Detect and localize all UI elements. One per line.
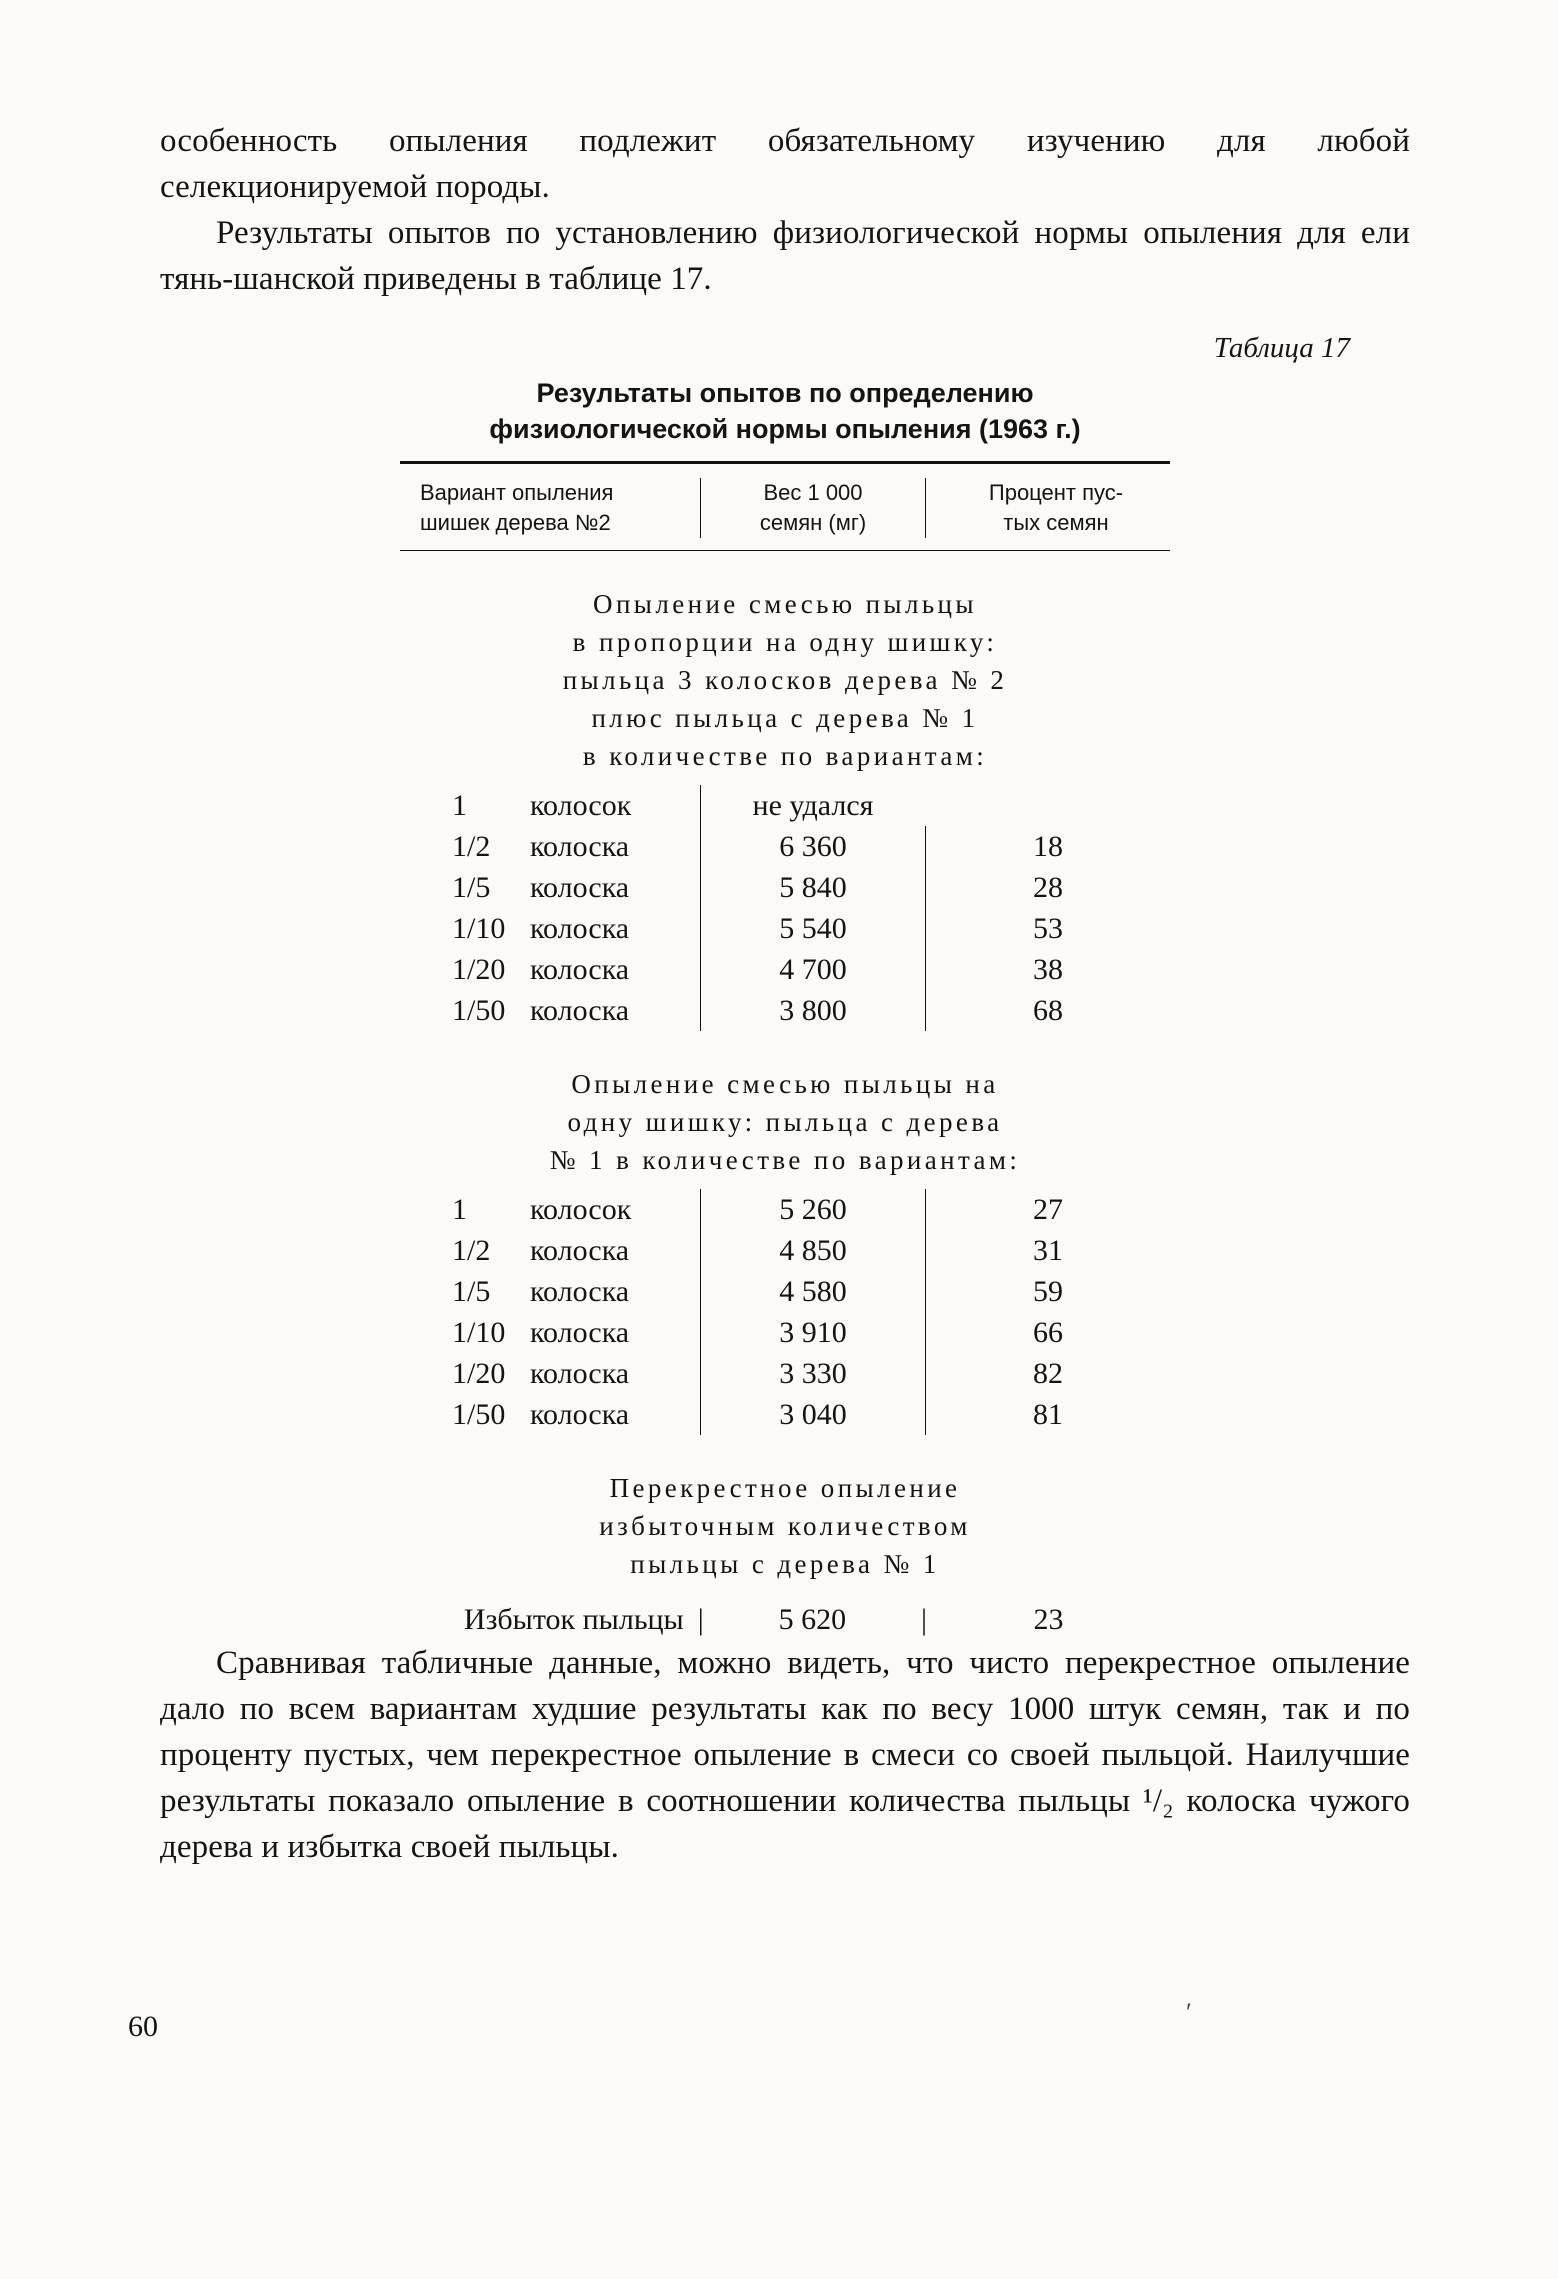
row-separator: | bbox=[697, 1603, 704, 1636]
row-weight: 5 540 bbox=[700, 908, 925, 949]
section-1-rows bbox=[400, 785, 1170, 1031]
table-row bbox=[400, 785, 1170, 826]
row-empty-percent: 66 bbox=[925, 1312, 1170, 1353]
row-label bbox=[400, 990, 700, 1031]
row-fraction: 1/50 bbox=[452, 1398, 506, 1431]
header-cell-weight bbox=[700, 478, 925, 538]
row-empty-percent: 68 bbox=[925, 990, 1170, 1031]
row-fraction: 1/20 bbox=[452, 1357, 506, 1390]
row-empty-percent: 27 bbox=[925, 1189, 1170, 1230]
header-weight-line-1: Вес 1 000 bbox=[763, 480, 863, 505]
row-separator-2: | bbox=[920, 1603, 927, 1636]
page-content bbox=[160, 118, 1410, 1870]
row-fraction: 1/50 bbox=[452, 994, 506, 1027]
row-label bbox=[400, 1353, 700, 1394]
paragraph-opening: особенность опыления подлежит обязательному изучению для любой селекционируемой породы. bbox=[160, 123, 1410, 205]
section-2-line-1: Опыление смесью пыльцы на bbox=[571, 1069, 999, 1099]
row-label: Избыток пыльцы bbox=[463, 1603, 684, 1636]
row-weight: 3 040 bbox=[700, 1394, 925, 1435]
row-label bbox=[400, 1189, 700, 1230]
table-row bbox=[400, 949, 1170, 990]
header-variant-line-2: шишек дерева №2 bbox=[420, 510, 611, 535]
table-row bbox=[400, 1353, 1170, 1394]
table-row bbox=[400, 826, 1170, 867]
table-number-label: Таблица 17 bbox=[1213, 332, 1350, 364]
row-empty-percent: 38 bbox=[925, 949, 1170, 990]
table-row bbox=[400, 990, 1170, 1031]
table-row bbox=[400, 908, 1170, 949]
row-empty-percent: 59 bbox=[925, 1271, 1170, 1312]
row-weight: 3 330 bbox=[700, 1353, 925, 1394]
table-title bbox=[400, 375, 1170, 447]
row-unit: колоска bbox=[530, 1316, 630, 1349]
row-unit: колоска bbox=[530, 871, 630, 904]
row-fraction: 1 bbox=[452, 1193, 467, 1226]
row-unit: колоска bbox=[530, 1398, 630, 1431]
table-header-row bbox=[400, 464, 1170, 550]
row-empty-percent: 81 bbox=[925, 1394, 1170, 1435]
row-label bbox=[400, 1394, 700, 1435]
section-1-line-1: Опыление смесью пыльцы bbox=[593, 589, 977, 619]
row-weight: 4 580 bbox=[700, 1271, 925, 1312]
row-weight: 3 910 bbox=[700, 1312, 925, 1353]
table-row bbox=[400, 867, 1170, 908]
row-unit: колоска bbox=[530, 1357, 630, 1390]
row-unit: колоска bbox=[530, 994, 630, 1027]
section-3-line-2: избыточным количеством bbox=[599, 1511, 971, 1541]
header-empty-line-2: тых семян bbox=[1003, 510, 1109, 535]
row-unit: колоска bbox=[530, 830, 630, 863]
row-unit: колосок bbox=[530, 789, 632, 822]
row-weight: 5 620 bbox=[778, 1603, 847, 1636]
row-unit: колоска bbox=[530, 912, 630, 945]
row-label bbox=[400, 826, 700, 867]
row-weight: 3 800 bbox=[700, 990, 925, 1031]
page-number: 60 bbox=[128, 2010, 158, 2043]
section-heading-1 bbox=[400, 585, 1170, 775]
row-label bbox=[400, 1271, 700, 1312]
row-empty-percent: 53 bbox=[925, 908, 1170, 949]
paragraph-intro-table: Результаты опытов по установлению физиологической нормы опыления для ели тянь-шанской приведены в таблице 17. bbox=[160, 215, 1410, 297]
paragraph-conclusion: Сравнивая табличные данные, можно видеть, что чисто перекрестное опыление дало по всем вариантам худшие результаты как по весу 1000 штук семян, так и по проценту пустых, чем перекрестное опыление в смеси со своей пыльцой. Наилучшие результаты показало опыление в соотношении количества пыльцы ¹/₂ колоска чужого дерева и избытка своей пыльцы. bbox=[160, 1645, 1410, 1865]
row-fraction: 1/5 bbox=[452, 1275, 491, 1308]
row-weight: 4 850 bbox=[700, 1230, 925, 1271]
header-weight-line-2: семян (мг) bbox=[759, 510, 867, 535]
section-2-rows bbox=[400, 1189, 1170, 1435]
row-weight: 6 360 bbox=[700, 826, 925, 867]
row-unit: колоска bbox=[530, 953, 630, 986]
row-label bbox=[400, 1312, 700, 1353]
table-row bbox=[400, 1271, 1170, 1312]
table-row bbox=[400, 1312, 1170, 1353]
header-cell-empty-percent bbox=[925, 478, 1170, 538]
row-fraction: 1/10 bbox=[452, 912, 506, 945]
section-1-line-4: плюс пыльца с дерева № 1 bbox=[591, 703, 979, 733]
section-2-line-2: одну шишку: пыльца с дерева bbox=[567, 1107, 1003, 1137]
row-fraction: 1/20 bbox=[452, 953, 506, 986]
section-1-line-5: в количестве по вариантам: bbox=[582, 741, 988, 771]
section-heading-3 bbox=[400, 1469, 1170, 1583]
row-empty-percent: 23 bbox=[1033, 1603, 1064, 1636]
row-label bbox=[400, 867, 700, 908]
section-heading-2 bbox=[400, 1065, 1170, 1179]
row-empty-percent: 31 bbox=[925, 1230, 1170, 1271]
row-fraction: 1/2 bbox=[452, 830, 491, 863]
row-label bbox=[400, 949, 700, 990]
section-3-line-1: Перекрестное опыление bbox=[609, 1473, 961, 1503]
table-header-rule bbox=[400, 550, 1170, 551]
row-label bbox=[400, 785, 700, 826]
row-fraction: 1/5 bbox=[452, 871, 491, 904]
row-label bbox=[400, 1230, 700, 1271]
row-unit: колоска bbox=[530, 1234, 630, 1267]
row-fraction: 1 bbox=[452, 789, 467, 822]
table-row bbox=[400, 1230, 1170, 1271]
row-weight: не удался bbox=[700, 785, 925, 826]
table-row bbox=[400, 1394, 1170, 1435]
row-unit: колоска bbox=[530, 1275, 630, 1308]
row-label bbox=[400, 908, 700, 949]
row-empty-percent: 28 bbox=[925, 867, 1170, 908]
section-2-line-3: № 1 в количестве по вариантам: bbox=[549, 1145, 1021, 1175]
row-weight: 4 700 bbox=[700, 949, 925, 990]
table-title-line-2: физиологической нормы опыления (1963 г.) bbox=[489, 414, 1081, 444]
table-title-line-1: Результаты опытов по определению bbox=[536, 378, 1034, 408]
table-row bbox=[400, 1189, 1170, 1230]
header-cell-variant bbox=[400, 478, 700, 538]
stray-mark: ′ bbox=[1186, 1998, 1192, 2027]
row-empty-percent: 18 bbox=[925, 826, 1170, 867]
header-variant-line-1: Вариант опыления bbox=[420, 480, 614, 505]
section-3-line-3: пыльцы с дерева № 1 bbox=[630, 1549, 940, 1579]
results-table bbox=[400, 375, 1170, 1640]
header-empty-line-1: Процент пус- bbox=[988, 480, 1124, 505]
table-row-excess-pollen bbox=[400, 1599, 1170, 1640]
section-1-line-3: пыльца 3 колосков дерева № 2 bbox=[562, 665, 1008, 695]
row-weight: 5 840 bbox=[700, 867, 925, 908]
row-empty-percent: 82 bbox=[925, 1353, 1170, 1394]
row-empty-percent bbox=[925, 785, 1170, 826]
row-weight: 5 260 bbox=[700, 1189, 925, 1230]
row-unit: колосок bbox=[530, 1193, 632, 1226]
row-fraction: 1/10 bbox=[452, 1316, 506, 1349]
section-1-line-2: в пропорции на одну шишку: bbox=[572, 627, 998, 657]
row-fraction: 1/2 bbox=[452, 1234, 491, 1267]
